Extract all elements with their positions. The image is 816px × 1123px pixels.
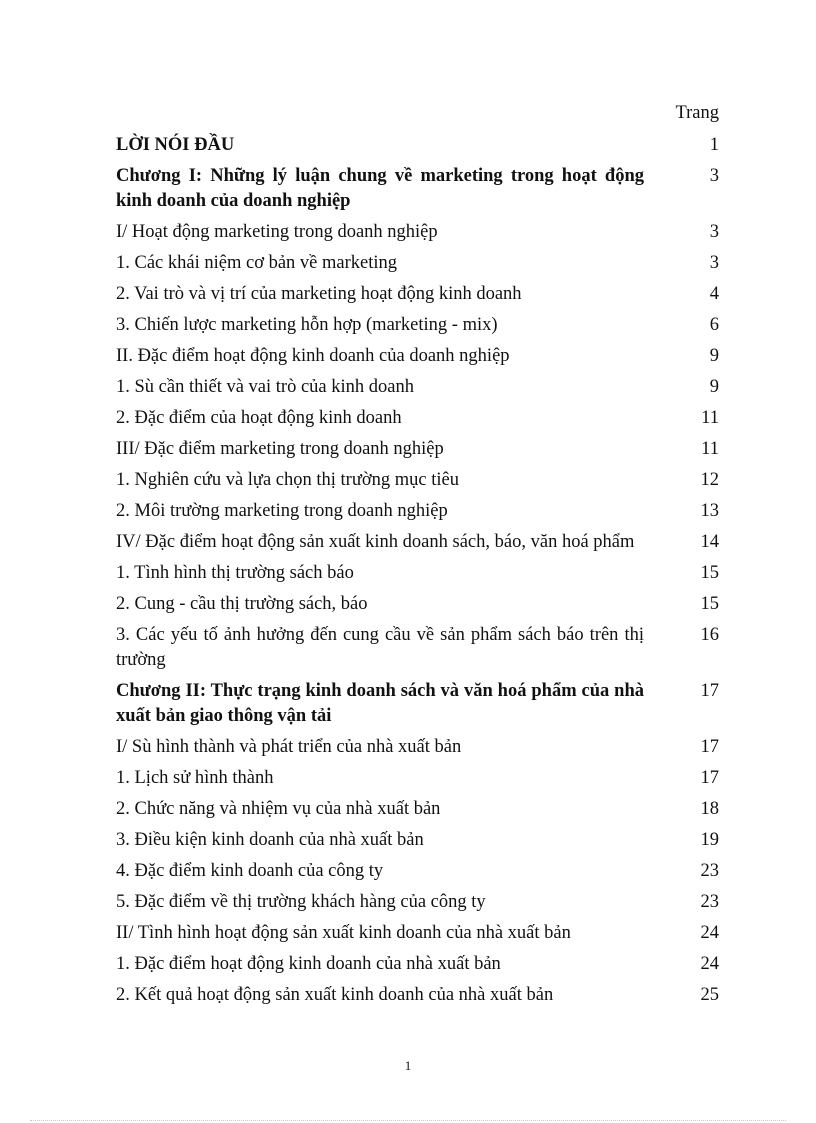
toc-row bbox=[116, 342, 719, 373]
toc-row bbox=[116, 559, 719, 590]
toc-entry-title: 2. Đặc điểm của hoạt động kinh doanh bbox=[116, 408, 402, 428]
toc-row bbox=[116, 373, 719, 404]
toc-entry-title: Chương I: Những lý luận chung về marketing trong hoạt động kinh doanh của doanh nghiệp bbox=[116, 166, 644, 211]
table-of-contents bbox=[116, 131, 719, 1012]
toc-entry-page: 17 bbox=[700, 768, 719, 788]
toc-row bbox=[116, 764, 719, 795]
toc-row bbox=[116, 621, 719, 677]
toc-entry-page: 12 bbox=[700, 470, 719, 490]
toc-entry-page: 3 bbox=[709, 222, 719, 242]
toc-row bbox=[116, 826, 719, 857]
toc-entry-page: 11 bbox=[701, 439, 719, 459]
toc-entry-title: 3. Chiến lược marketing hỗn hợp (marketing - mix) bbox=[116, 315, 498, 335]
toc-entry-page: 23 bbox=[700, 861, 719, 881]
toc-entry-title: 1. Tình hình thị trường sách báo bbox=[116, 563, 354, 583]
toc-entry-page: 13 bbox=[700, 501, 719, 521]
toc-entry-title: 4. Đặc điểm kinh doanh của công ty bbox=[116, 861, 384, 881]
toc-entry-page: 17 bbox=[700, 737, 719, 757]
toc-entry-title: 3. Các yếu tố ảnh hưởng đến cung cầu về sản phẩm sách báo trên thị trường bbox=[116, 625, 644, 670]
toc-row bbox=[116, 528, 719, 559]
toc-entry-page: 9 bbox=[709, 346, 719, 366]
toc-row bbox=[116, 162, 719, 218]
toc-row bbox=[116, 919, 719, 950]
toc-row bbox=[116, 950, 719, 981]
toc-entry-title: 1. Nghiên cứu và lựa chọn thị trường mục tiêu bbox=[116, 470, 459, 490]
toc-entry-page: 11 bbox=[701, 408, 719, 428]
toc-row bbox=[116, 435, 719, 466]
toc-row bbox=[116, 888, 719, 919]
toc-entry-page: 3 bbox=[709, 253, 719, 273]
page-number: 1 bbox=[404, 1058, 412, 1073]
toc-entry-page: 1 bbox=[709, 135, 719, 155]
toc-entry-title: I/ Hoạt động marketing trong doanh nghiệp bbox=[116, 222, 438, 242]
toc-entry-page: 4 bbox=[709, 284, 719, 304]
toc-entry-page: 24 bbox=[700, 923, 719, 943]
toc-entry-title: IV/ Đặc điểm hoạt động sản xuất kinh doanh sách, báo, văn hoá phẩm bbox=[116, 532, 635, 552]
toc-entry-title: 2. Môi trường marketing trong doanh nghiệp bbox=[116, 501, 448, 521]
toc-entry-page: 3 bbox=[709, 166, 719, 186]
toc-entry-page: 15 bbox=[700, 594, 719, 614]
toc-entry-page: 6 bbox=[709, 315, 719, 335]
toc-entry-title: III/ Đặc điểm marketing trong doanh nghiệp bbox=[116, 439, 444, 459]
toc-row bbox=[116, 249, 719, 280]
toc-entry-page: 17 bbox=[700, 681, 719, 701]
toc-row bbox=[116, 857, 719, 888]
toc-row bbox=[116, 404, 719, 435]
toc-entry-title: 1. Lịch sử hình thành bbox=[116, 768, 274, 788]
toc-entry-title: 2. Vai trò và vị trí của marketing hoạt động kinh doanh bbox=[116, 284, 522, 304]
toc-entry-title: 3. Điều kiện kinh doanh của nhà xuất bản bbox=[116, 830, 424, 850]
toc-row bbox=[116, 590, 719, 621]
toc-entry-page: 25 bbox=[700, 985, 719, 1005]
page-bottom-divider bbox=[30, 1120, 786, 1121]
toc-entry-page: 9 bbox=[709, 377, 719, 397]
toc-row bbox=[116, 311, 719, 342]
toc-entry-title: I/ Sù hình thành và phát triển của nhà xuất bản bbox=[116, 737, 462, 757]
toc-row bbox=[116, 280, 719, 311]
toc-entry-title: 1. Đặc điểm hoạt động kinh doanh của nhà xuất bản bbox=[116, 954, 501, 974]
toc-entry-page: 15 bbox=[700, 563, 719, 583]
toc-entry-page: 23 bbox=[700, 892, 719, 912]
toc-entry-title: Chương II: Thực trạng kinh doanh sách và văn hoá phẩm của nhà xuất bản giao thông vận tải bbox=[116, 681, 644, 726]
toc-entry-title: 2. Cung - cầu thị trường sách, báo bbox=[116, 594, 368, 614]
toc-entry-page: 16 bbox=[700, 625, 719, 645]
toc-entry-page: 18 bbox=[700, 799, 719, 819]
toc-row bbox=[116, 677, 719, 733]
toc-row bbox=[116, 795, 719, 826]
toc-row bbox=[116, 733, 719, 764]
toc-row bbox=[116, 131, 719, 162]
toc-entry-page: 24 bbox=[700, 954, 719, 974]
toc-entry-title: II/ Tình hình hoạt động sản xuất kinh doanh của nhà xuất bản bbox=[116, 923, 571, 943]
toc-entry-title: 2. Kết quả hoạt động sản xuất kinh doanh của nhà xuất bản bbox=[116, 985, 554, 1005]
toc-entry-title: II. Đặc điểm hoạt động kinh doanh của doanh nghiệp bbox=[116, 346, 510, 366]
toc-entry-title: 1. Các khái niệm cơ bản về marketing bbox=[116, 253, 398, 273]
toc-entry-page: 19 bbox=[700, 830, 719, 850]
toc-entry-title: 1. Sù cần thiết và vai trò của kinh doanh bbox=[116, 377, 414, 397]
page-column-label: Trang bbox=[675, 103, 719, 123]
toc-row bbox=[116, 218, 719, 249]
toc-row bbox=[116, 981, 719, 1012]
toc-entry-title: 2. Chức năng và nhiệm vụ của nhà xuất bản bbox=[116, 799, 441, 819]
toc-row bbox=[116, 497, 719, 528]
toc-entry-title: LỜI NÓI ĐẦU bbox=[116, 135, 235, 155]
toc-row bbox=[116, 466, 719, 497]
toc-entry-title: 5. Đặc điểm về thị trường khách hàng của công ty bbox=[116, 892, 486, 912]
toc-entry-page: 14 bbox=[700, 532, 719, 552]
